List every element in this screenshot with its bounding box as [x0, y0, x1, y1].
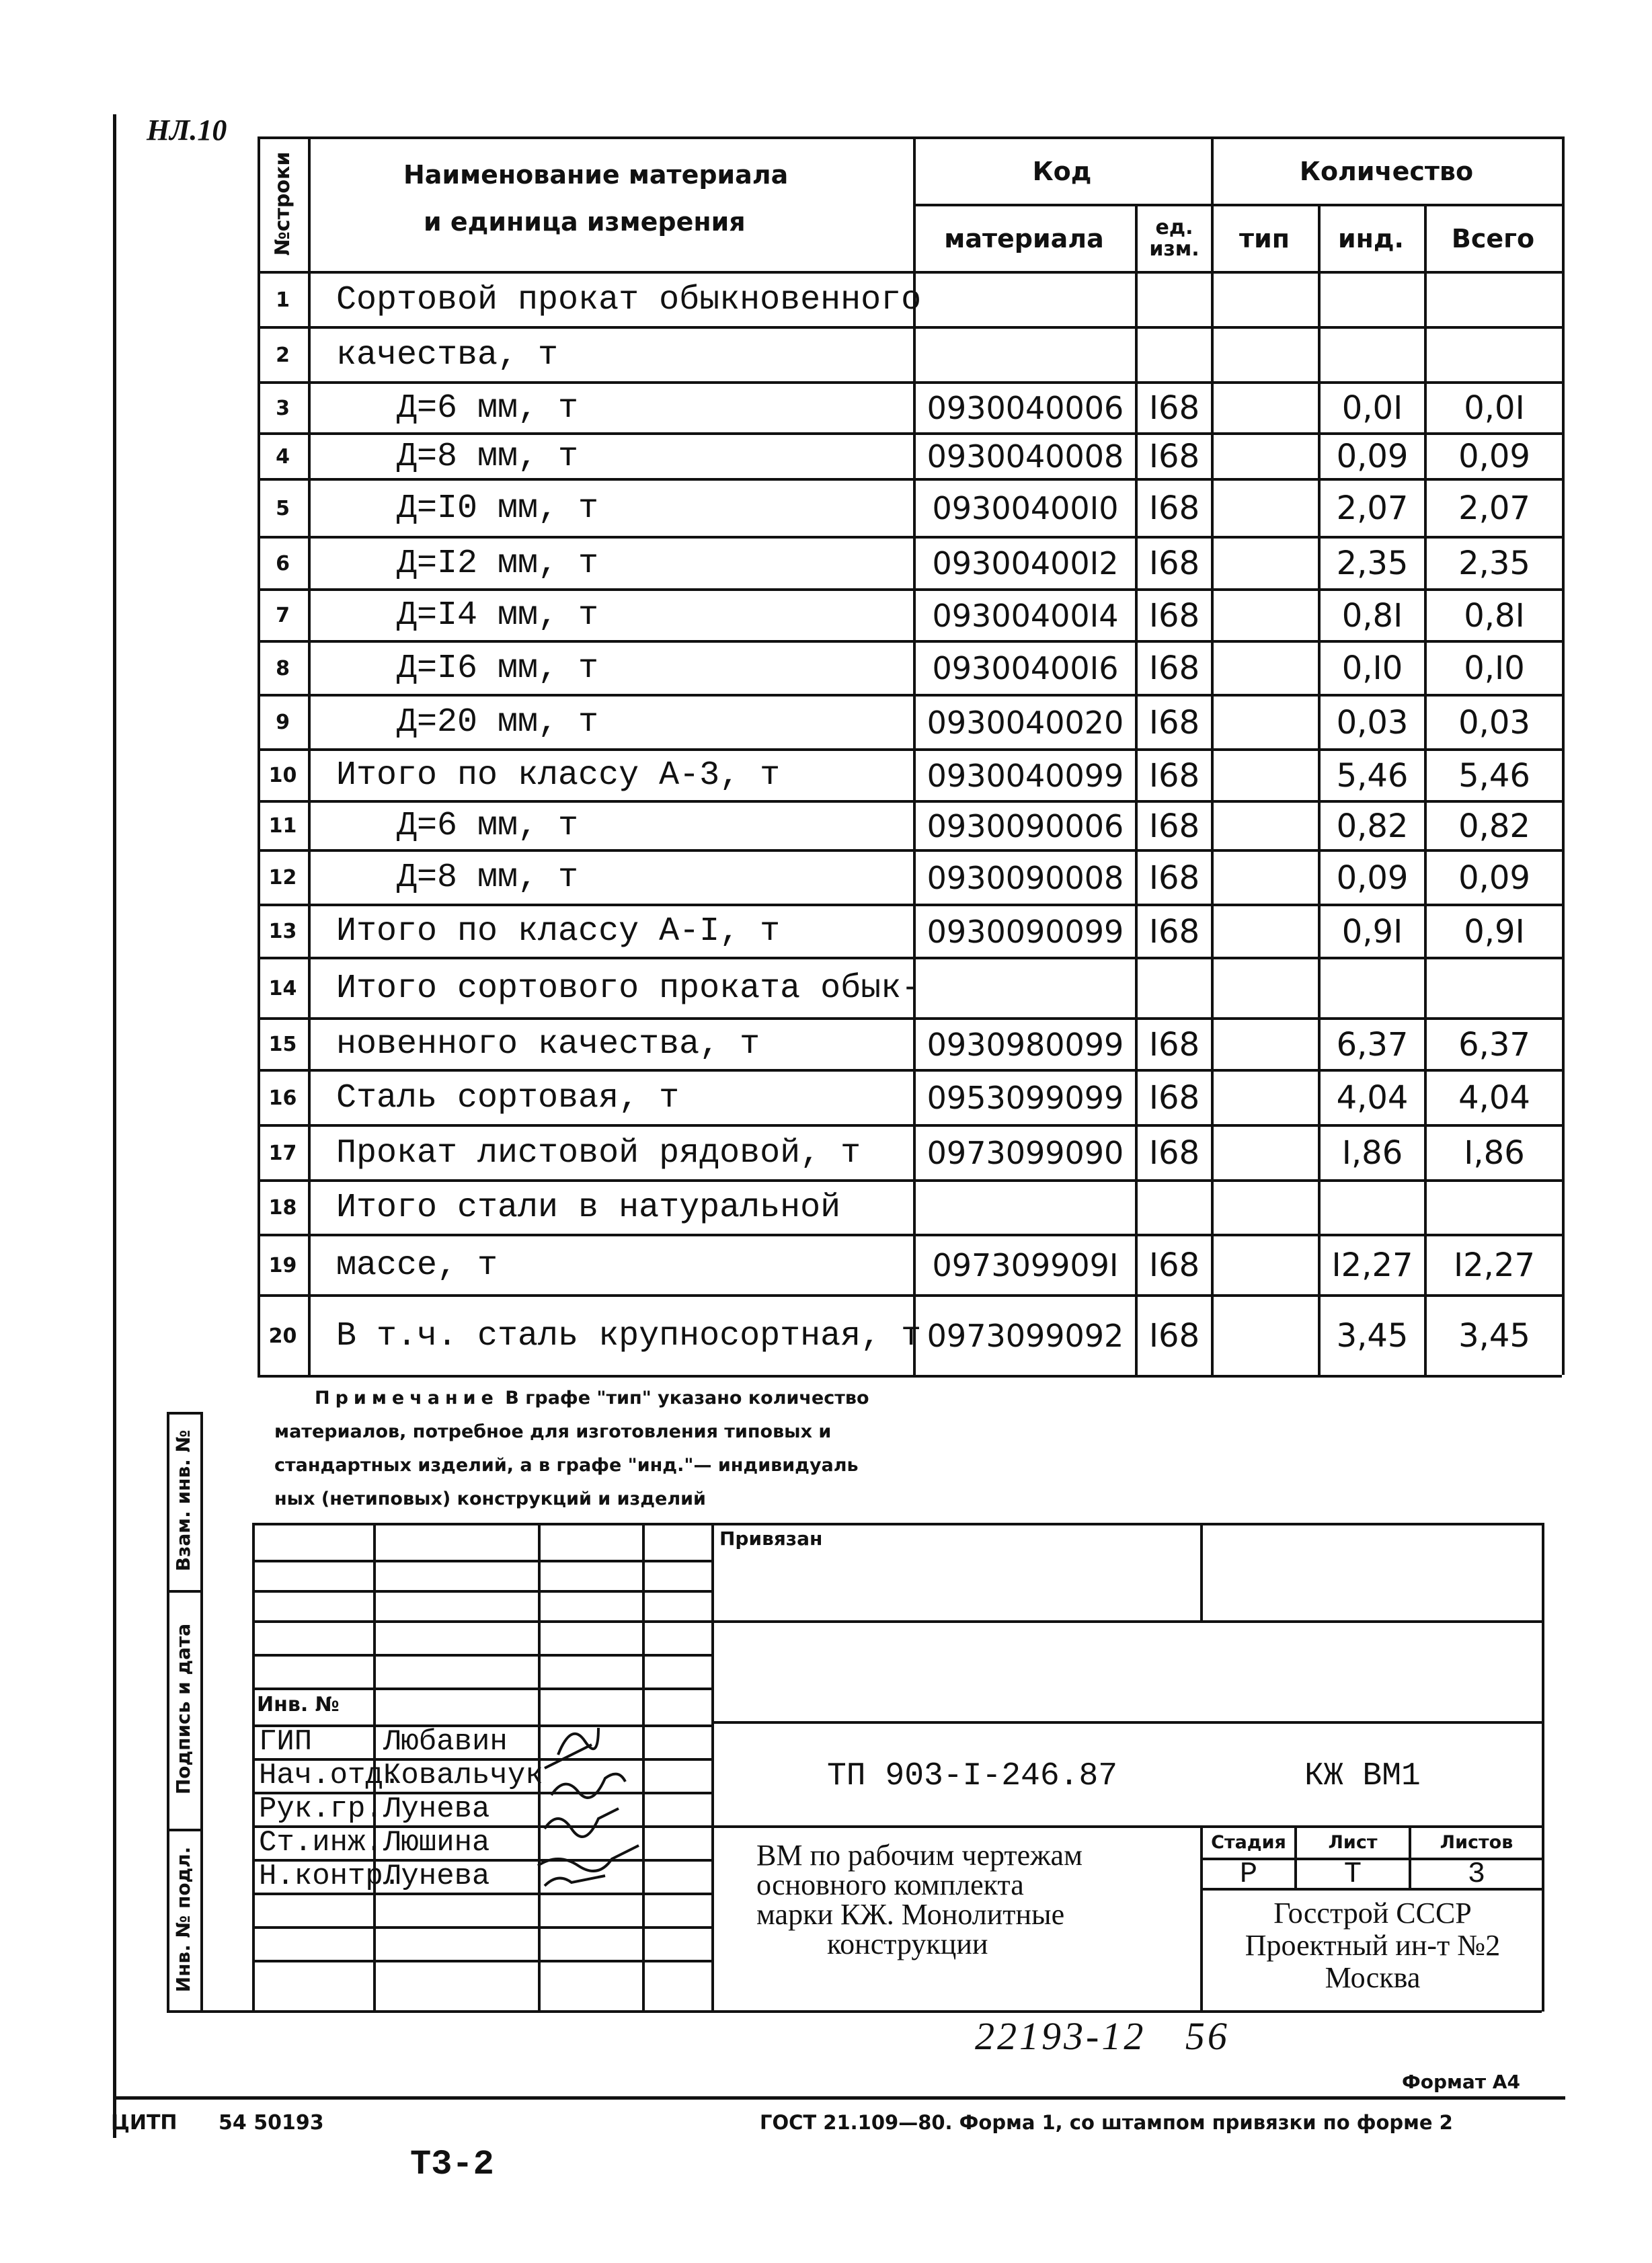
- signer-role: Ст.инж.: [259, 1826, 383, 1860]
- material-code: 0930040099: [927, 757, 1124, 794]
- signature-marks: [531, 1694, 693, 1889]
- qty-type: [1214, 1297, 1318, 1375]
- material-code: 09300400I4: [932, 597, 1119, 634]
- material-name: качества, т: [336, 335, 559, 374]
- footer-line: [113, 2096, 1565, 2100]
- qty-total: 0,0I: [1464, 389, 1525, 427]
- qty-type: [1214, 1236, 1318, 1294]
- qty-total: [1427, 1182, 1562, 1234]
- qty-ind: 0,0I: [1341, 389, 1403, 427]
- material-code: [916, 274, 1135, 326]
- qty-ind: 0,8I: [1341, 596, 1403, 635]
- qty-type: [1214, 539, 1318, 588]
- doc-title-line4: конструкции: [827, 1928, 988, 1960]
- row-number: 3: [276, 396, 290, 420]
- organization: [1204, 1897, 1542, 2006]
- signer-name: Любавин: [383, 1725, 508, 1759]
- row-number: 5: [276, 496, 290, 520]
- row-number: 2: [276, 343, 290, 367]
- material-code: 0930040020: [927, 704, 1124, 741]
- qty-type: [1214, 435, 1318, 478]
- qty-type: [1214, 803, 1318, 849]
- unit-code: I68: [1148, 1025, 1200, 1064]
- row-number: 1: [276, 288, 290, 312]
- qty-total: 0,03: [1458, 703, 1530, 742]
- qty-ind: 0,09: [1336, 859, 1409, 897]
- row-number: 19: [268, 1253, 297, 1277]
- material-code: [916, 959, 1135, 1017]
- org-line3: Москва: [1325, 1961, 1421, 1994]
- material-name: Д=6 мм, т: [336, 807, 579, 845]
- qty-ind: I2,27: [1331, 1246, 1413, 1284]
- stage-value: Р: [1239, 1857, 1258, 1891]
- qty-type: [1214, 481, 1318, 536]
- material-code: 09300400I0: [932, 490, 1119, 526]
- unit-code: I68: [1148, 389, 1200, 427]
- qty-ind: 2,07: [1336, 489, 1409, 527]
- signer-name: Люшина: [383, 1826, 490, 1860]
- sheet-label: Лист: [1328, 1832, 1378, 1853]
- order-number: 54 50193: [219, 2111, 324, 2135]
- qty-total: 0,9I: [1464, 912, 1525, 951]
- archive-no: 22193-12: [975, 2014, 1146, 2058]
- format-label: Формат А4: [1402, 2071, 1520, 2093]
- unit-code: I68: [1148, 1079, 1200, 1117]
- qty-ind: [1321, 1182, 1424, 1234]
- row-number: 20: [268, 1324, 297, 1348]
- material-code: 0930980099: [927, 1026, 1124, 1063]
- corner-mark: НЛ.10: [147, 114, 227, 147]
- material-code: 0930090099: [927, 913, 1124, 950]
- unit-code: I68: [1148, 545, 1200, 582]
- unit-code: I68: [1148, 438, 1200, 475]
- unit-code: I68: [1148, 649, 1200, 687]
- qty-type-header: тип: [1239, 224, 1290, 253]
- qty-total: 2,35: [1458, 545, 1530, 582]
- qty-type: [1214, 751, 1318, 800]
- signer-role: Н.контр.: [259, 1860, 401, 1893]
- signer-name: Лунева: [383, 1792, 490, 1826]
- inv-no-label: Инв. №: [257, 1693, 340, 1716]
- qty-total: 5,46: [1458, 756, 1530, 795]
- qty-total: 0,82: [1458, 807, 1530, 845]
- material-code: 09300400I6: [932, 650, 1119, 686]
- sheets-label: Листов: [1440, 1832, 1513, 1853]
- signer-role: Нач.отд.: [259, 1759, 401, 1792]
- material-name: Д=6 мм, т: [336, 389, 579, 428]
- qty-type: [1214, 906, 1318, 957]
- org-line2: Проектный ин-т №2: [1245, 1929, 1501, 1962]
- unit-code: I68: [1148, 596, 1200, 635]
- sheet-code: Т3-2: [410, 2145, 494, 2184]
- doc-title-line2: основного комплекта: [756, 1868, 1024, 1901]
- row-number: 15: [268, 1033, 297, 1056]
- unit-code: I68: [1148, 912, 1200, 951]
- qty-total-header: Всего: [1451, 224, 1535, 253]
- doc-code: ТП 903-I-246.87: [827, 1758, 1118, 1794]
- qty-ind: 0,09: [1336, 438, 1409, 475]
- row-number: 7: [276, 604, 290, 627]
- qty-ind: 0,03: [1336, 703, 1409, 742]
- material-name: Итого сортового проката обык-: [336, 969, 922, 1008]
- unit-code: [1138, 1182, 1211, 1234]
- material-name: В т.ч. сталь крупносортная, т: [336, 1316, 922, 1355]
- qty-type: [1214, 274, 1318, 326]
- qty-total: I2,27: [1453, 1246, 1536, 1284]
- qty-ind: 3,45: [1336, 1317, 1409, 1355]
- row-number: 16: [268, 1086, 297, 1110]
- signature-date-label: Подпись и дата: [172, 1623, 194, 1795]
- material-code: 0973099090: [927, 1135, 1124, 1171]
- unit-code: [1138, 959, 1211, 1017]
- inv-orig-label: Инв. № подл.: [172, 1846, 194, 1993]
- material-name: Д=20 мм, т: [336, 703, 599, 742]
- qty-type: [1214, 1072, 1318, 1124]
- qty-type: [1214, 384, 1318, 432]
- gost-label: ГОСТ 21.109—80. Форма 1, со штампом привязки по форме 2: [760, 2111, 1453, 2134]
- row-number: 12: [268, 866, 297, 889]
- qty-total: 4,04: [1458, 1079, 1530, 1117]
- material-name: Д=I0 мм, т: [336, 489, 599, 528]
- qty-type: [1214, 591, 1318, 640]
- material-name: Сортовой прокат обыкновенного: [336, 280, 922, 319]
- code-material-header: материала: [944, 224, 1104, 253]
- qty-type: [1214, 1127, 1318, 1179]
- org-line1: Госстрой СССР: [1273, 1897, 1472, 1930]
- material-code: 0930090008: [927, 859, 1124, 896]
- material-name: Итого по классу А-I, т: [336, 912, 781, 951]
- qty-ind: [1321, 959, 1424, 1017]
- sheets-value: 3: [1467, 1857, 1486, 1891]
- qty-type: [1214, 1182, 1318, 1234]
- material-name: Д=8 мм, т: [336, 437, 579, 476]
- unit-code: I68: [1148, 807, 1200, 845]
- name-header-line2: и единица измерения: [424, 207, 746, 237]
- unit-code: [1138, 274, 1211, 326]
- quantity-header: Количество: [1299, 157, 1474, 186]
- row-number: 14: [268, 976, 297, 1000]
- qty-total: 0,09: [1458, 438, 1530, 475]
- archive-number: [975, 2014, 1230, 2059]
- note-line4: ных (нетиповых) конструкций и изделий: [274, 1488, 706, 1509]
- qty-total: 3,45: [1458, 1317, 1530, 1355]
- row-number: 11: [268, 814, 297, 838]
- qty-type: [1214, 643, 1318, 694]
- material-code: [916, 329, 1135, 381]
- qty-total: I,86: [1464, 1134, 1525, 1172]
- qty-total: [1427, 274, 1562, 326]
- mark-code: КЖ ВМ1: [1304, 1758, 1421, 1794]
- qty-ind: I,86: [1341, 1134, 1403, 1172]
- unit-code: [1138, 329, 1211, 381]
- code-unit-header: ед. изм.: [1149, 216, 1199, 261]
- code-header: Код: [1032, 157, 1092, 186]
- material-code: 0930040006: [927, 390, 1124, 426]
- material-name: Итого стали в натуральной: [336, 1189, 841, 1227]
- material-name: новенного качества, т: [336, 1025, 760, 1064]
- row-number: 4: [276, 444, 290, 469]
- qty-ind: 0,82: [1336, 807, 1409, 845]
- qty-type: [1214, 1020, 1318, 1069]
- qty-total: 0,09: [1458, 859, 1530, 897]
- qty-ind: 6,37: [1336, 1025, 1409, 1064]
- qty-total: 6,37: [1458, 1025, 1530, 1064]
- material-name: Д=I4 мм, т: [336, 596, 599, 635]
- material-code: 0930040008: [927, 438, 1124, 475]
- material-code: 0973099092: [927, 1318, 1124, 1354]
- row-number: 13: [268, 920, 297, 943]
- qty-type: [1214, 697, 1318, 748]
- material-name: Итого по классу А-3, т: [336, 756, 781, 795]
- row-number-header: №строки: [271, 151, 294, 256]
- material-name: Д=I6 мм, т: [336, 649, 599, 688]
- material-code: [916, 1182, 1135, 1234]
- material-code: 09300400I2: [932, 545, 1119, 582]
- stage-label: Стадия: [1211, 1832, 1286, 1853]
- material-name: массе, т: [336, 1246, 498, 1285]
- qty-ind-header: инд.: [1337, 224, 1404, 253]
- qty-ind: 2,35: [1336, 545, 1409, 582]
- row-number: 18: [268, 1196, 297, 1220]
- qty-type: [1214, 329, 1318, 381]
- qty-type: [1214, 959, 1318, 1017]
- sheet-value: Т: [1343, 1857, 1362, 1891]
- citp-label: ЦИТП: [111, 2111, 178, 2135]
- signer-role: ГИП: [259, 1725, 313, 1759]
- note-line2: материалов, потребное для изготовления типовых и: [274, 1421, 832, 1442]
- unit-code: I68: [1148, 1246, 1200, 1284]
- material-name: Сталь сортовая, т: [336, 1078, 680, 1117]
- name-header-line1: Наименование материала: [403, 160, 789, 190]
- unit-code: I68: [1148, 489, 1200, 527]
- archive-page: 56: [1185, 2014, 1230, 2058]
- row-number: 17: [268, 1141, 297, 1165]
- row-number: 10: [268, 764, 297, 787]
- vzam-inv-label: Взам. инв. №: [172, 1429, 194, 1572]
- unit-code: I68: [1148, 703, 1200, 742]
- qty-total: 0,8I: [1464, 596, 1525, 635]
- note-label: Примечание: [315, 1388, 499, 1408]
- privyazan-label: Привязан: [719, 1527, 823, 1550]
- signer-name: Ковальчук: [383, 1759, 543, 1792]
- material-code: 0953099099: [927, 1080, 1124, 1116]
- material-code: 097309909I: [932, 1247, 1119, 1283]
- row-number: 6: [276, 551, 290, 575]
- unit-code: I68: [1148, 859, 1200, 897]
- note-line3: стандартных изделий, а в графе "инд."— индивидуаль: [274, 1455, 859, 1476]
- unit-code: I68: [1148, 1134, 1200, 1172]
- qty-total: [1427, 959, 1562, 1017]
- left-margin-line: [113, 114, 116, 2138]
- qty-total: [1427, 329, 1562, 381]
- qty-total: 0,I0: [1464, 649, 1525, 687]
- material-name: Д=8 мм, т: [336, 859, 579, 897]
- row-number: 9: [276, 711, 290, 734]
- doc-title-line3: марки КЖ. Монолитные: [756, 1898, 1065, 1931]
- unit-code: I68: [1148, 756, 1200, 795]
- material-name: Прокат листовой рядовой, т: [336, 1134, 861, 1173]
- qty-ind: 0,9I: [1341, 912, 1403, 951]
- qty-ind: [1321, 329, 1424, 381]
- note-line1: В графе "тип" указано количество: [505, 1388, 869, 1408]
- qty-ind: 4,04: [1336, 1079, 1409, 1117]
- qty-total: 2,07: [1458, 489, 1530, 527]
- qty-ind: 0,I0: [1341, 649, 1403, 687]
- unit-code: I68: [1148, 1317, 1200, 1355]
- signer-name: Лунева: [383, 1860, 490, 1893]
- material-name: Д=I2 мм, т: [336, 544, 599, 583]
- material-code: 0930090006: [927, 807, 1124, 844]
- doc-title: [756, 1841, 1083, 1959]
- qty-type: [1214, 852, 1318, 904]
- qty-ind: [1321, 274, 1424, 326]
- doc-title-line1: ВМ по рабочим чертежам: [756, 1839, 1083, 1872]
- row-number: 8: [276, 656, 290, 680]
- qty-ind: 5,46: [1336, 756, 1409, 795]
- signer-role: Рук.гр.: [259, 1792, 383, 1826]
